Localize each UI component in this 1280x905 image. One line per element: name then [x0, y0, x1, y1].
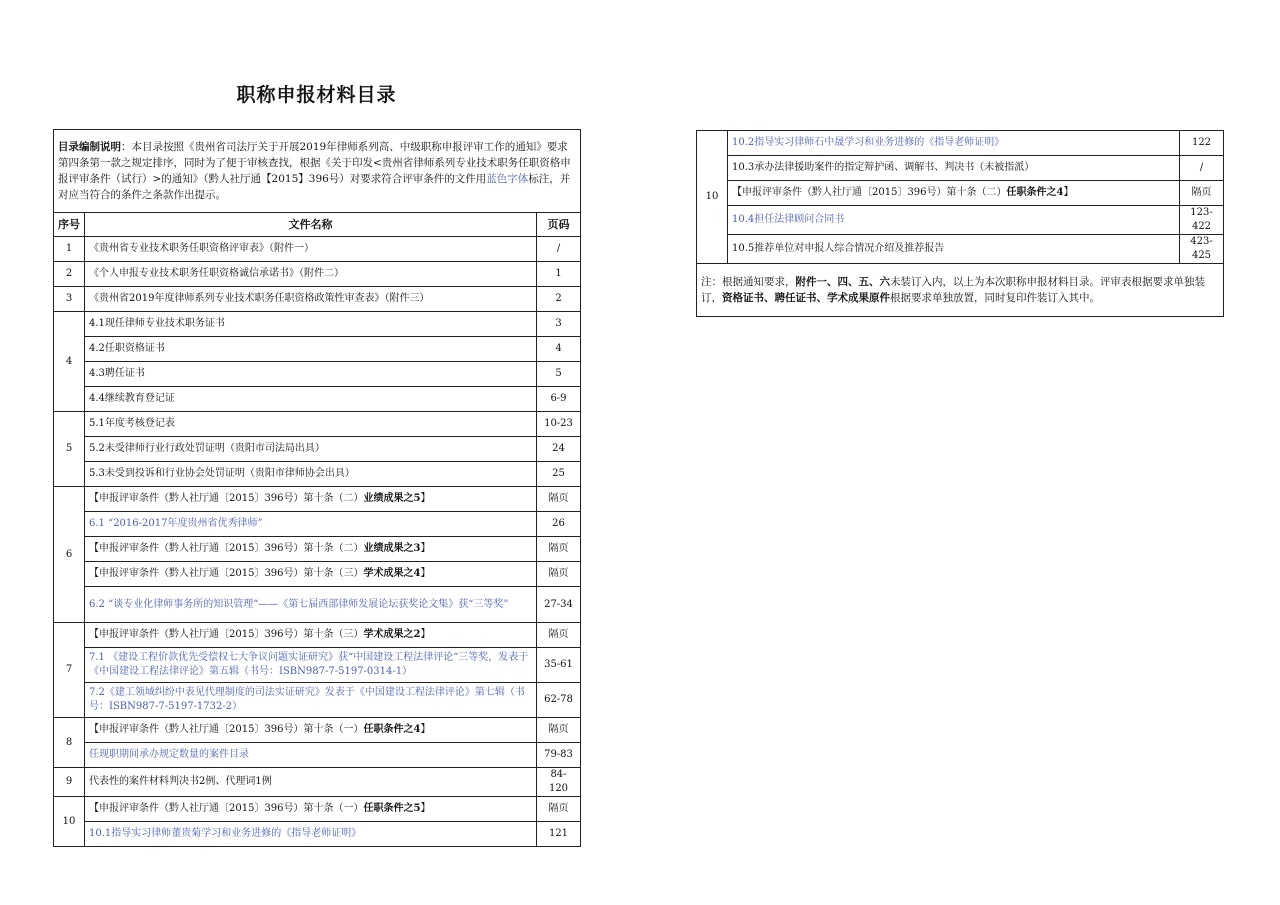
row-page: 25 — [537, 462, 581, 487]
cond-clause: 二 — [986, 187, 997, 198]
intro-label: 目录编制说明 — [58, 141, 121, 153]
table-row — [54, 312, 581, 337]
row-name: 《个人申报专业技术职务任职资格诚信承诺书》（附件二） — [85, 262, 537, 287]
header-no: 序号 — [54, 213, 85, 237]
cond-close: 】 — [420, 724, 431, 735]
table-row — [54, 822, 581, 847]
table-row — [54, 412, 581, 437]
cond-prefix: 【申报评审条件（黔人社厅通〔2015〕396号）第十条（ — [732, 187, 987, 198]
cond-mid: ） — [353, 803, 364, 814]
row-page: 隔页 — [537, 487, 581, 512]
table-row — [54, 648, 581, 683]
row-no: 10 — [54, 797, 85, 847]
row-no: 7 — [54, 623, 85, 718]
table-row — [54, 387, 581, 412]
row-page: / — [537, 237, 581, 262]
row-page: 123-422 — [1180, 206, 1224, 235]
row-name: 6.1 “2016-2017年度贵州省优秀律师” — [85, 512, 537, 537]
condition-cell — [85, 623, 537, 648]
row-no: 6 — [54, 487, 85, 623]
row-page: 隔页 — [537, 797, 581, 822]
condition-cell — [85, 718, 537, 743]
intro-text: ：本目录按照《贵州省司法厅关于开展2019年律师系列高、中级职称申报评审工作的通知》要求第四条第一款之规定排序，同时为了便于审核查找，根据《关于印发<贵州省律师系列专业技术职务任职资格申报评审条件（试行）>的通知》（黔人社厅通【2015】396号）对要求符合评审条件的文件用 — [58, 141, 571, 185]
table-row — [54, 718, 581, 743]
row-page: 26 — [537, 512, 581, 537]
cond-close: 】 — [420, 568, 431, 579]
row-no: 8 — [54, 718, 85, 768]
cond-name: 业绩成果之5 — [363, 493, 421, 504]
row-no: 2 — [54, 262, 85, 287]
catalog-table-left — [53, 129, 581, 847]
cond-clause: 三 — [343, 629, 354, 640]
cond-prefix: 【申报评审条件（黔人社厅通〔2015〕396号）第十条（ — [89, 493, 344, 504]
table-row — [697, 206, 1224, 235]
intro-cell — [54, 130, 581, 213]
header-page: 页码 — [537, 213, 581, 237]
cond-prefix: 【申报评审条件（黔人社厅通〔2015〕396号）第十条（ — [89, 724, 344, 735]
table-row — [54, 537, 581, 562]
table-row — [54, 683, 581, 718]
footnote-text: 注：根据通知要求， — [701, 276, 796, 288]
row-name: 7.2《建工领域纠纷中表见代理制度的司法实证研究》发表于《中国建设工程法律评论》第七辑（书号：ISBN987-7-5197-1732-2） — [85, 683, 537, 718]
table-row — [697, 235, 1224, 264]
cond-close: 】 — [420, 543, 431, 554]
cond-clause: 三 — [343, 568, 354, 579]
cond-prefix: 【申报评审条件（黔人社厅通〔2015〕396号）第十条（ — [89, 568, 344, 579]
table-row — [54, 743, 581, 768]
row-page: 79-83 — [537, 743, 581, 768]
row-page: 423-425 — [1180, 235, 1224, 264]
row-no: 9 — [54, 768, 85, 797]
row-name: 10.2指导实习律师石中晟学习和业务进修的《指导老师证明》 — [728, 131, 1180, 156]
row-page: 隔页 — [537, 562, 581, 587]
table-row — [54, 262, 581, 287]
table-row — [54, 587, 581, 623]
row-name: 代表性的案件材料判决书2例、代理词1例 — [85, 768, 537, 797]
cond-clause: 一 — [343, 803, 354, 814]
cond-mid: ） — [353, 543, 364, 554]
row-page: 35-61 — [537, 648, 581, 683]
cond-mid: ） — [353, 568, 364, 579]
row-no: 10 — [697, 131, 728, 264]
row-name: 《贵州省专业技术职务任职资格评审表》（附件一） — [85, 237, 537, 262]
cond-prefix: 【申报评审条件（黔人社厅通〔2015〕396号）第十条（ — [89, 803, 344, 814]
row-page: 4 — [537, 337, 581, 362]
cond-name: 任职条件之5 — [363, 803, 421, 814]
cond-prefix: 【申报评审条件（黔人社厅通〔2015〕396号）第十条（ — [89, 543, 344, 554]
cond-clause: 二 — [343, 493, 354, 504]
row-name: 10.4担任法律顾问合同书 — [728, 206, 1180, 235]
table-row — [54, 337, 581, 362]
table-row — [54, 512, 581, 537]
row-name: 5.3未受到投诉和行业协会处罚证明（贵阳市律师协会出具） — [85, 462, 537, 487]
row-page: 84-120 — [537, 768, 581, 797]
cond-mid: ） — [353, 724, 364, 735]
condition-cell — [85, 797, 537, 822]
footnote-cell — [697, 264, 1224, 317]
row-page: 隔页 — [537, 718, 581, 743]
row-page: 隔页 — [537, 537, 581, 562]
cond-close: 】 — [420, 493, 431, 504]
table-row — [54, 562, 581, 587]
row-name: 任现职期间承办规定数量的案件目录 — [85, 743, 537, 768]
row-name: 《贵州省2019年度律师系列专业技术职务任职资格政策性审查表》（附件三） — [85, 287, 537, 312]
cond-clause: 二 — [343, 543, 354, 554]
footnote-row — [697, 264, 1224, 317]
table-row — [54, 487, 581, 512]
cond-close: 】 — [420, 803, 431, 814]
row-name: 6.2 “谈专业化律师事务所的知识管理“——《第七届西部律师发展论坛获奖论文集》获“三等奖” — [85, 587, 537, 623]
cond-name: 任职条件之4 — [363, 724, 421, 735]
table-row — [54, 462, 581, 487]
cond-mid: ） — [996, 187, 1007, 198]
row-name: 10.1指导实习律师董贵菊学习和业务进修的《指导老师证明》 — [85, 822, 537, 847]
table-row — [54, 237, 581, 262]
row-page: 24 — [537, 437, 581, 462]
row-name: 4.3聘任证书 — [85, 362, 537, 387]
cond-name: 业绩成果之3 — [363, 543, 421, 554]
row-name: 10.3承办法律援助案件的指定辩护函、调解书、判决书（未被指派） — [728, 156, 1180, 181]
table-row — [697, 131, 1224, 156]
header-name: 文件名称 — [85, 213, 537, 237]
row-name: 5.1年度考核登记表 — [85, 412, 537, 437]
row-page: 3 — [537, 312, 581, 337]
row-page: 121 — [537, 822, 581, 847]
cond-clause: 一 — [343, 724, 354, 735]
row-name: 4.1现任律师专业技术职务证书 — [85, 312, 537, 337]
table-row — [697, 181, 1224, 206]
catalog-table-right — [696, 130, 1224, 317]
row-name: 4.2任职资格证书 — [85, 337, 537, 362]
table-row — [54, 437, 581, 462]
table-row — [697, 156, 1224, 181]
cond-mid: ） — [353, 629, 364, 640]
row-name: 10.5推荐单位对申报人综合情况介绍及推荐报告 — [728, 235, 1180, 264]
row-page: 6-9 — [537, 387, 581, 412]
cond-mid: ） — [353, 493, 364, 504]
condition-cell — [728, 181, 1180, 206]
row-page: 122 — [1180, 131, 1224, 156]
table-row — [54, 768, 581, 797]
condition-cell — [85, 537, 537, 562]
footnote-text: 根据要求单独放置，同时复印件装订入其中。 — [890, 292, 1100, 304]
row-no: 4 — [54, 312, 85, 412]
footnote-bold: 附件一、四、五、六 — [795, 276, 890, 288]
row-no: 5 — [54, 412, 85, 487]
intro-text-end: 标注，并对应当符合的条件之条款作出提示。 — [58, 173, 571, 201]
row-page: 隔页 — [537, 623, 581, 648]
row-name: 5.2未受律师行业行政处罚证明（贵阳市司法局出具） — [85, 437, 537, 462]
table-row — [54, 797, 581, 822]
cond-prefix: 【申报评审条件（黔人社厅通〔2015〕396号）第十条（ — [89, 629, 344, 640]
row-name: 4.4继续教育登记证 — [85, 387, 537, 412]
row-page: 10-23 — [537, 412, 581, 437]
row-page: 5 — [537, 362, 581, 387]
table-row — [54, 362, 581, 387]
intro-row — [54, 130, 581, 213]
condition-cell — [85, 487, 537, 512]
row-page: 1 — [537, 262, 581, 287]
intro-blue-text: 蓝色字体 — [486, 173, 529, 185]
footnote-bold: 资格证书、聘任证书、学术成果原件 — [722, 292, 890, 304]
table-row — [54, 287, 581, 312]
row-page: 2 — [537, 287, 581, 312]
cond-close: 】 — [1063, 187, 1074, 198]
condition-cell — [85, 562, 537, 587]
cond-name: 学术成果之4 — [363, 568, 421, 579]
header-row — [54, 213, 581, 237]
cond-close: 】 — [420, 629, 431, 640]
footnote-text: 未装订入内，以上为本次职称申报材料目录。评审表根据要求单独装订， — [701, 276, 1205, 304]
cond-name: 任职条件之4 — [1006, 187, 1064, 198]
row-page: 27-34 — [537, 587, 581, 623]
row-no: 3 — [54, 287, 85, 312]
row-no: 1 — [54, 237, 85, 262]
row-page: 62-78 — [537, 683, 581, 718]
page-title: 职称申报材料目录 — [236, 84, 397, 106]
table-row — [54, 623, 581, 648]
row-page: / — [1180, 156, 1224, 181]
row-page: 隔页 — [1180, 181, 1224, 206]
row-name: 7.1 《建设工程价款优先受偿权七大争议问题实证研究》获“中国建设工程法律评论“三等奖，发表于《中国建设工程法律评论》第五辑（书号：ISBN987-7-5197-0314-1） — [85, 648, 537, 683]
cond-name: 学术成果之2 — [363, 629, 421, 640]
